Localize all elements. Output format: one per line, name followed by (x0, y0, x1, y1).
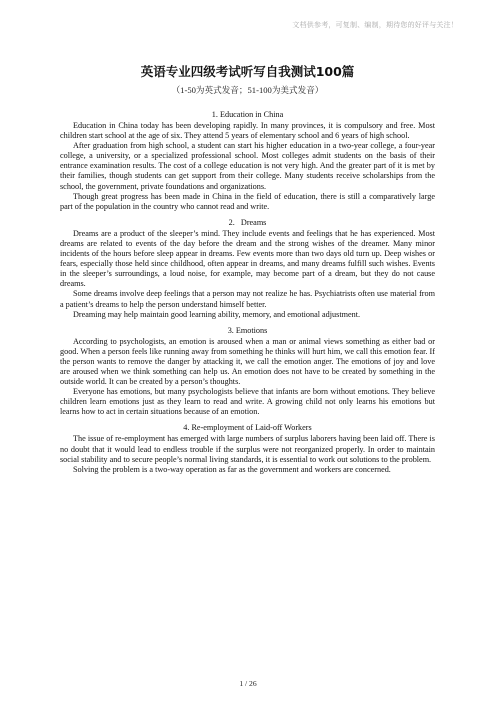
section-education-in-china (60, 110, 435, 212)
paragraph: After graduation from high school, a student can start his higher education in a two-year college, a four-year college, a university, or a specialized professional school. Most colleges admit students on the basis of their entrance examination results. The cost of a college education is not very high. And the greater part of it is met by their families, though students can get support from their college. Many students receive scholarships from the school, the government, private foundations and organizations. (60, 141, 435, 191)
header-note: 文档供参考，可复制、编制，期待您的好评与关注！ (292, 21, 458, 29)
section-heading: 2. Dreams (228, 217, 267, 227)
document-body (60, 62, 435, 481)
paragraph: Everyone has emotions, but many psychologists believe that infants are born without emotions. They believe children learn emotions just as they learn to read and write. A growing child not only learns his emotions but learns how to act in certain situations because of an emotion. (60, 387, 435, 417)
paragraph: Dreams are a product of the sleeper’s mind. They include events and feelings that he has experienced. Most dreams are related to events of the day before the dream and the strong wishes of the dreamer. Many minor incidents of the hours before sleep appear in dreams. Few events more than two days old turn up. Deep wishes or fears, especially those held since childhood, often appear in dreams, and many dreams fulfill such wishes. Events in the sleeper’s surroundings, a loud noise, for example, may become part of a dream, but they do not cause dreams. (60, 228, 435, 289)
paragraph: Education in China today has been developing rapidly. In many provinces, it is compulsory and free. Most children start school at the age of six. They attend 5 years of elementary school and 6 years of high school. (60, 121, 435, 141)
document-subtitle: （1-50为英式发音；51-100为美式发音） (171, 85, 324, 95)
paragraph: Though great progress has been made in China in the field of education, there is still a comparatively large part of the population in the country who cannot read and write. (60, 191, 435, 211)
paragraph: According to psychologists, an emotion is aroused when a man or animal views something as either bad or good. When a person feels like running away from something he thinks will hurt him, we call this emotion fear. If the person wants to remove the danger by attacking it, we call the emotion anger. The emotions of joy and love are aroused when we think something can help us. An emotion does not have to be created by something in the outside world. It can be created by a person’s thoughts. (60, 336, 435, 387)
section-heading: 3. Emotions (227, 325, 268, 335)
section-emotions (60, 326, 435, 418)
section-heading: 1. Education in China (211, 110, 284, 119)
paragraph: The issue of re-employment has emerged with large numbers of surplus laborers having been laid off. There is no doubt that it would lead to endless trouble if the surplus were not reorganized properly. In order to maintain social stability and to secure people’s normal living standards, it is essential to work out solutions to the problem. (60, 434, 435, 464)
section-heading: 4. Re-employment of Laid-off Workers (183, 423, 312, 433)
page-number: 1 / 26 (239, 679, 257, 688)
section-re-employment (60, 423, 435, 474)
paragraph: Solving the problem is a two-way operation as far as the government and workers are concerned. (73, 464, 391, 474)
section-dreams (60, 218, 435, 320)
paragraph: Dreaming may help maintain good learning ability, memory, and emotional adjustment. (73, 309, 361, 319)
document-title: 英语专业四级考试听写自我测试100篇 (140, 64, 355, 79)
paragraph: Some dreams involve deep feelings that a person may not realize he has. Psychiatrists often use material from a patient’s dreams to help the person understand himself better. (60, 289, 435, 309)
